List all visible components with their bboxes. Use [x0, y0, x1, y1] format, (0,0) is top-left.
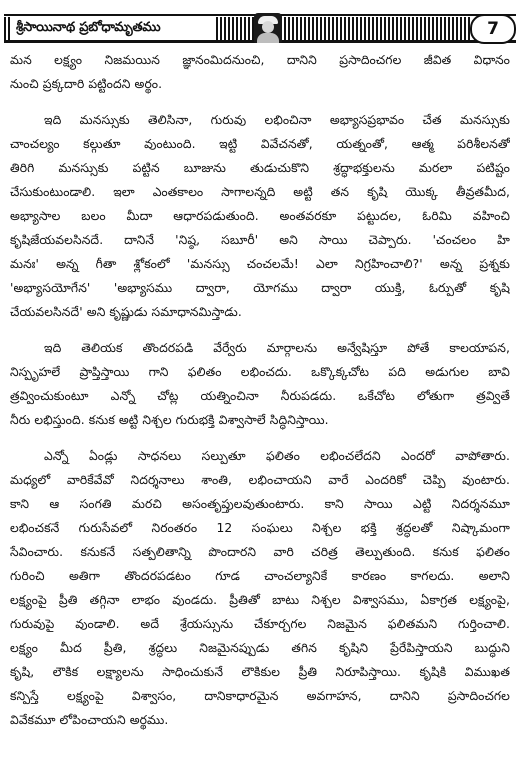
text-line: గురువుపై వుండాలి. అదే శ్రేయస్సును చేకూర్చగల నిజమైన ఫలితమని గుర్తించాలి.	[10, 617, 510, 631]
text-line: లభించకనే గురుసేవలో నిరంతరం 12 సంఘలు నిశ్చల భక్తి శ్రద్ధలతో నిష్కామంగా	[10, 521, 510, 535]
book-title: శ్రీసాయినాథ ప్రబోధామృతము	[16, 16, 212, 40]
header-hatch-right	[284, 17, 470, 40]
text-line: నిస్పృహలే ప్రాప్తిస్తాయి గాని ఫలితం లభించదు. ఒక్కొక్కచోట పది అడుగుల బావి	[10, 365, 510, 379]
header-hatch-left	[4, 17, 12, 40]
page-header	[4, 12, 516, 44]
text-line: కన్పిస్తే లక్ష్యంపై విశ్వాసం, దానికాధారమైన అవగాహన, దానిని ప్రసాదించగల	[10, 689, 510, 703]
text-line: అభ్యాసాల బలం మీదా ఆధారపడుతుంది. అంతవరకూ పట్టుదల, ఓరిమి వహించి	[10, 209, 510, 223]
text-line: ఎన్నో ఏండ్లు సాధనలు సల్పుతూ ఫలితం లభించలేదని ఎందరో వాపోతారు.	[44, 449, 510, 463]
text-line: చేసుకుంటుండాలి. ఇలా ఎంతకాలం సాగాలన్నది అట్టి తన కృషి యొక్క తీవ్రతమీద,	[10, 185, 510, 199]
text-line: లక్ష్యం మీద ప్రీతి, శ్రద్ధలు నిజమైనప్పుడు తగిన కృషిని ప్రేరేపిస్తాయని బుద్ధుని	[10, 641, 510, 655]
text-line: మనః' అన్న గీతా శ్లోకంలో 'మనస్సు చంచలమే! ఎలా నిగ్రహించాలి?' అన్న ప్రశ్నకు	[10, 257, 510, 271]
paragraph-2	[10, 108, 510, 324]
text-line: మన లక్ష్యం నిజమయిన జ్ఞానంమిదనుంచి, దానిని ప్రసాదించగల జీవిత విధానం	[10, 53, 510, 67]
header-hatch-middle	[216, 17, 254, 40]
text-line: ఇది తెలియక తొందరపడి వేర్వేరు మార్గాలను అన్వేషిస్తూ పోతే కాలయాపన,	[44, 341, 510, 355]
paragraph-4	[10, 444, 510, 732]
text-line: 'అభ్యాసయోగేన' 'అభ్యాసము ద్వారా, యోగము ద్వారా యుక్తి, ఓర్పుతో కృషి	[10, 281, 510, 295]
text-line: సేవించారు. కనుకనే సత్పలితాన్ని పొందారని వారి చరిత్ర తెల్పుతుంది. కనుక ఫలితం	[10, 545, 510, 559]
text-line: కాని ఆ సంగతి మరచి అసంతృప్తులవుతుంటారు. కాని సాయి ఎట్టి నిదర్శనమూ	[10, 497, 510, 511]
paragraph-3	[10, 336, 510, 432]
page-number: 7	[470, 14, 516, 44]
text-line: త్రవ్వించుకుంటూ ఎన్నో చోట్ల యత్నించినా నీరుపడదు. ఒకేచోట లోతుగా త్రవ్వితే	[10, 389, 510, 403]
text-line: మధ్యలో వారికేవేవో నిదర్శనాలు శాంతి, లభించాయని వారే ఎందరికో చెప్పి వుంటారు.	[10, 473, 510, 487]
portrait-face	[262, 21, 274, 33]
text-line: కృషిజేయవలసినదే. దానినే 'నిష్ఠ, సబూరీ' అని సాయి చెప్పారు. 'చంచలం హి	[10, 233, 510, 247]
text-line: వివేకమూ లోపించాయని అర్థము.	[10, 713, 169, 727]
text-line: ఇది మనస్సుకు తెలిసినా, గురువు లభించినా అభ్యాసప్రభావం చేత మనస్సుకు	[44, 113, 510, 127]
text-line: కృషి, లౌకిక లక్ష్యాలను సాధించుకునే లౌకికుల ప్రీతి నిరూపిస్తాయి. కృషికి విముఖత	[10, 665, 510, 679]
text-line: లక్ష్యంపై ప్రీతి తగ్గినా లాభం వుండదు. ప్రీతితో బాటు నిశ్చల విశ్వాసము, ఏకాగ్రత లక్ష్యంపై,	[10, 593, 510, 607]
text-line: చేయవలసినదే' అని కృష్ణుడు సమాధానమిస్తాడు.	[10, 305, 242, 319]
text-line: నీరు లభిస్తుంది. కనుక అట్టి నిశ్చల గురుభక్తి విశ్వాసాలే సిద్ధినిస్తాయి.	[10, 413, 329, 427]
portrait-body	[257, 33, 279, 43]
text-line: గురించి అతిగా తొందరపడటం గూడ చాంచల్యానికే కారణం కాగలదు. అలాని	[10, 569, 510, 583]
text-line: నుంచి ప్రక్కదారి పట్టిందని అర్థం.	[10, 77, 163, 91]
paragraph-1	[10, 48, 510, 96]
sai-baba-portrait-icon	[254, 13, 282, 43]
body-text	[10, 48, 510, 744]
text-line: చాంచల్యం కల్గుతూ వుంటుంది. ఇట్టి వివేచనతో, యత్నంతో, ఆత్మ పరిశీలనతో	[10, 137, 510, 151]
text-line: తిరిగి మనస్సుకు పట్టిన బూజును తుడుచుకొని శ్రద్ధాభక్తులను మరలా పటిష్టం	[10, 161, 510, 175]
